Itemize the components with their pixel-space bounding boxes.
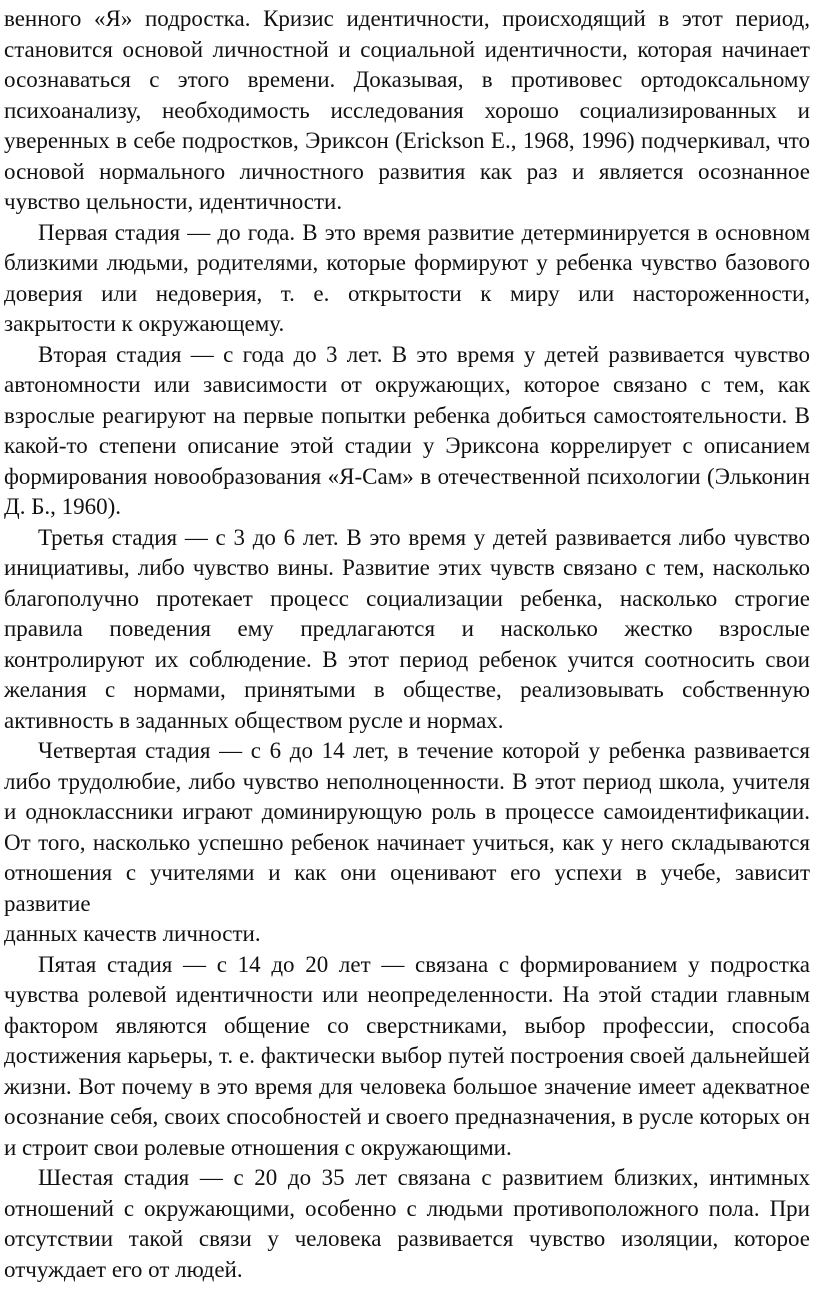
paragraph-stage-1: Первая стадия — до года. В это время развитие детерминируется в основном близкими людьми, родителями, которые формируют у ребенка чувство базового доверия или недоверия, т. е. открытости к миру или настороженности, закрытости к окружающему.	[4, 219, 810, 336]
paragraph-stage-5: Пятая стадия — с 14 до 20 лет — связана с формированием у подростка чувства ролевой идентичности или неопределенности. На этой стадии главным фактором являются общение со сверстниками, выбор профессии, способа достижения карьеры, т. е. фактически выбор путей построения своей дальнейшей жизни. Вот почему в это время для человека большое значение имеет адекватное осознание себя, своих способностей и своего предназначения, в русле которых он и строит свои ролевые отношения с окружающими.	[4, 951, 810, 1160]
paragraph-stage-6: Шестая стадия — с 20 до 35 лет связана с развитием близких, интимных отношений с окружающими, особенно с людьми противоположного пола. При отсутствии такой связи у человека развивается чувство изоляции, которое отчуждает его от людей.	[4, 1165, 810, 1282]
stage-4-tail-line: данных качеств личности.	[4, 921, 261, 946]
paragraph-intro-continuation: венного «Я» подростка. Кризис идентичности, происходящий в этот период, становится основой личностной и социальной идентичности, которая начинает осознаваться с этого времени. Доказывая, в противовес ортодоксальному психоанализу, необходимость исследования хорошо социализированных и уверенных в себе подростков, Эриксон (Erickson E., 1968, 1996) подчеркивал, что основой нормального личностного развития как раз и является осознанное чувство цельности, идентичности.	[4, 6, 810, 214]
paragraph-stage-3: Третья стадия — с 3 до 6 лет. В это время у детей развивается либо чувство инициативы, либо чувство вины. Развитие этих чувств связано с тем, насколько благополучно протекает процесс социализации ребенка, насколько строгие правила поведения ему предлагаются и насколько жестко взрослые контролируют их соблюдение. В этот период ребенок учится соотносить свои желания с нормами, принятыми в обществе, реализовывать собственную активность в заданных обществом русле и нормах.	[4, 524, 810, 733]
paragraph-stage-4-tail	[4, 919, 810, 950]
paragraph-stage-4: Четвертая стадия — с 6 до 14 лет, в течение которой у ребенка развивается либо трудолюбие, либо чувство неполноценности. В этот период школа, учителя и одноклассники играют доминирующую роль в процессе самоидентификации. От того, насколько успешно ребенок начинает учиться, как у него складываются отношения с учителями и как они оценивают его успехи в учебе, зависит развитие	[4, 738, 810, 916]
paragraph-stage-2: Вторая стадия — с года до 3 лет. В это время у детей развивается чувство автономности или зависимости от окружающих, которое связано с тем, как взрослые реагируют на первые попытки ребенка добиться самостоятельности. В какой-то степени описание этой стадии у Эриксона коррелирует с описанием формирования новообразования «Я-Сам» в отечественной психологии (Эльконин Д. Б., 1960).	[4, 341, 810, 519]
